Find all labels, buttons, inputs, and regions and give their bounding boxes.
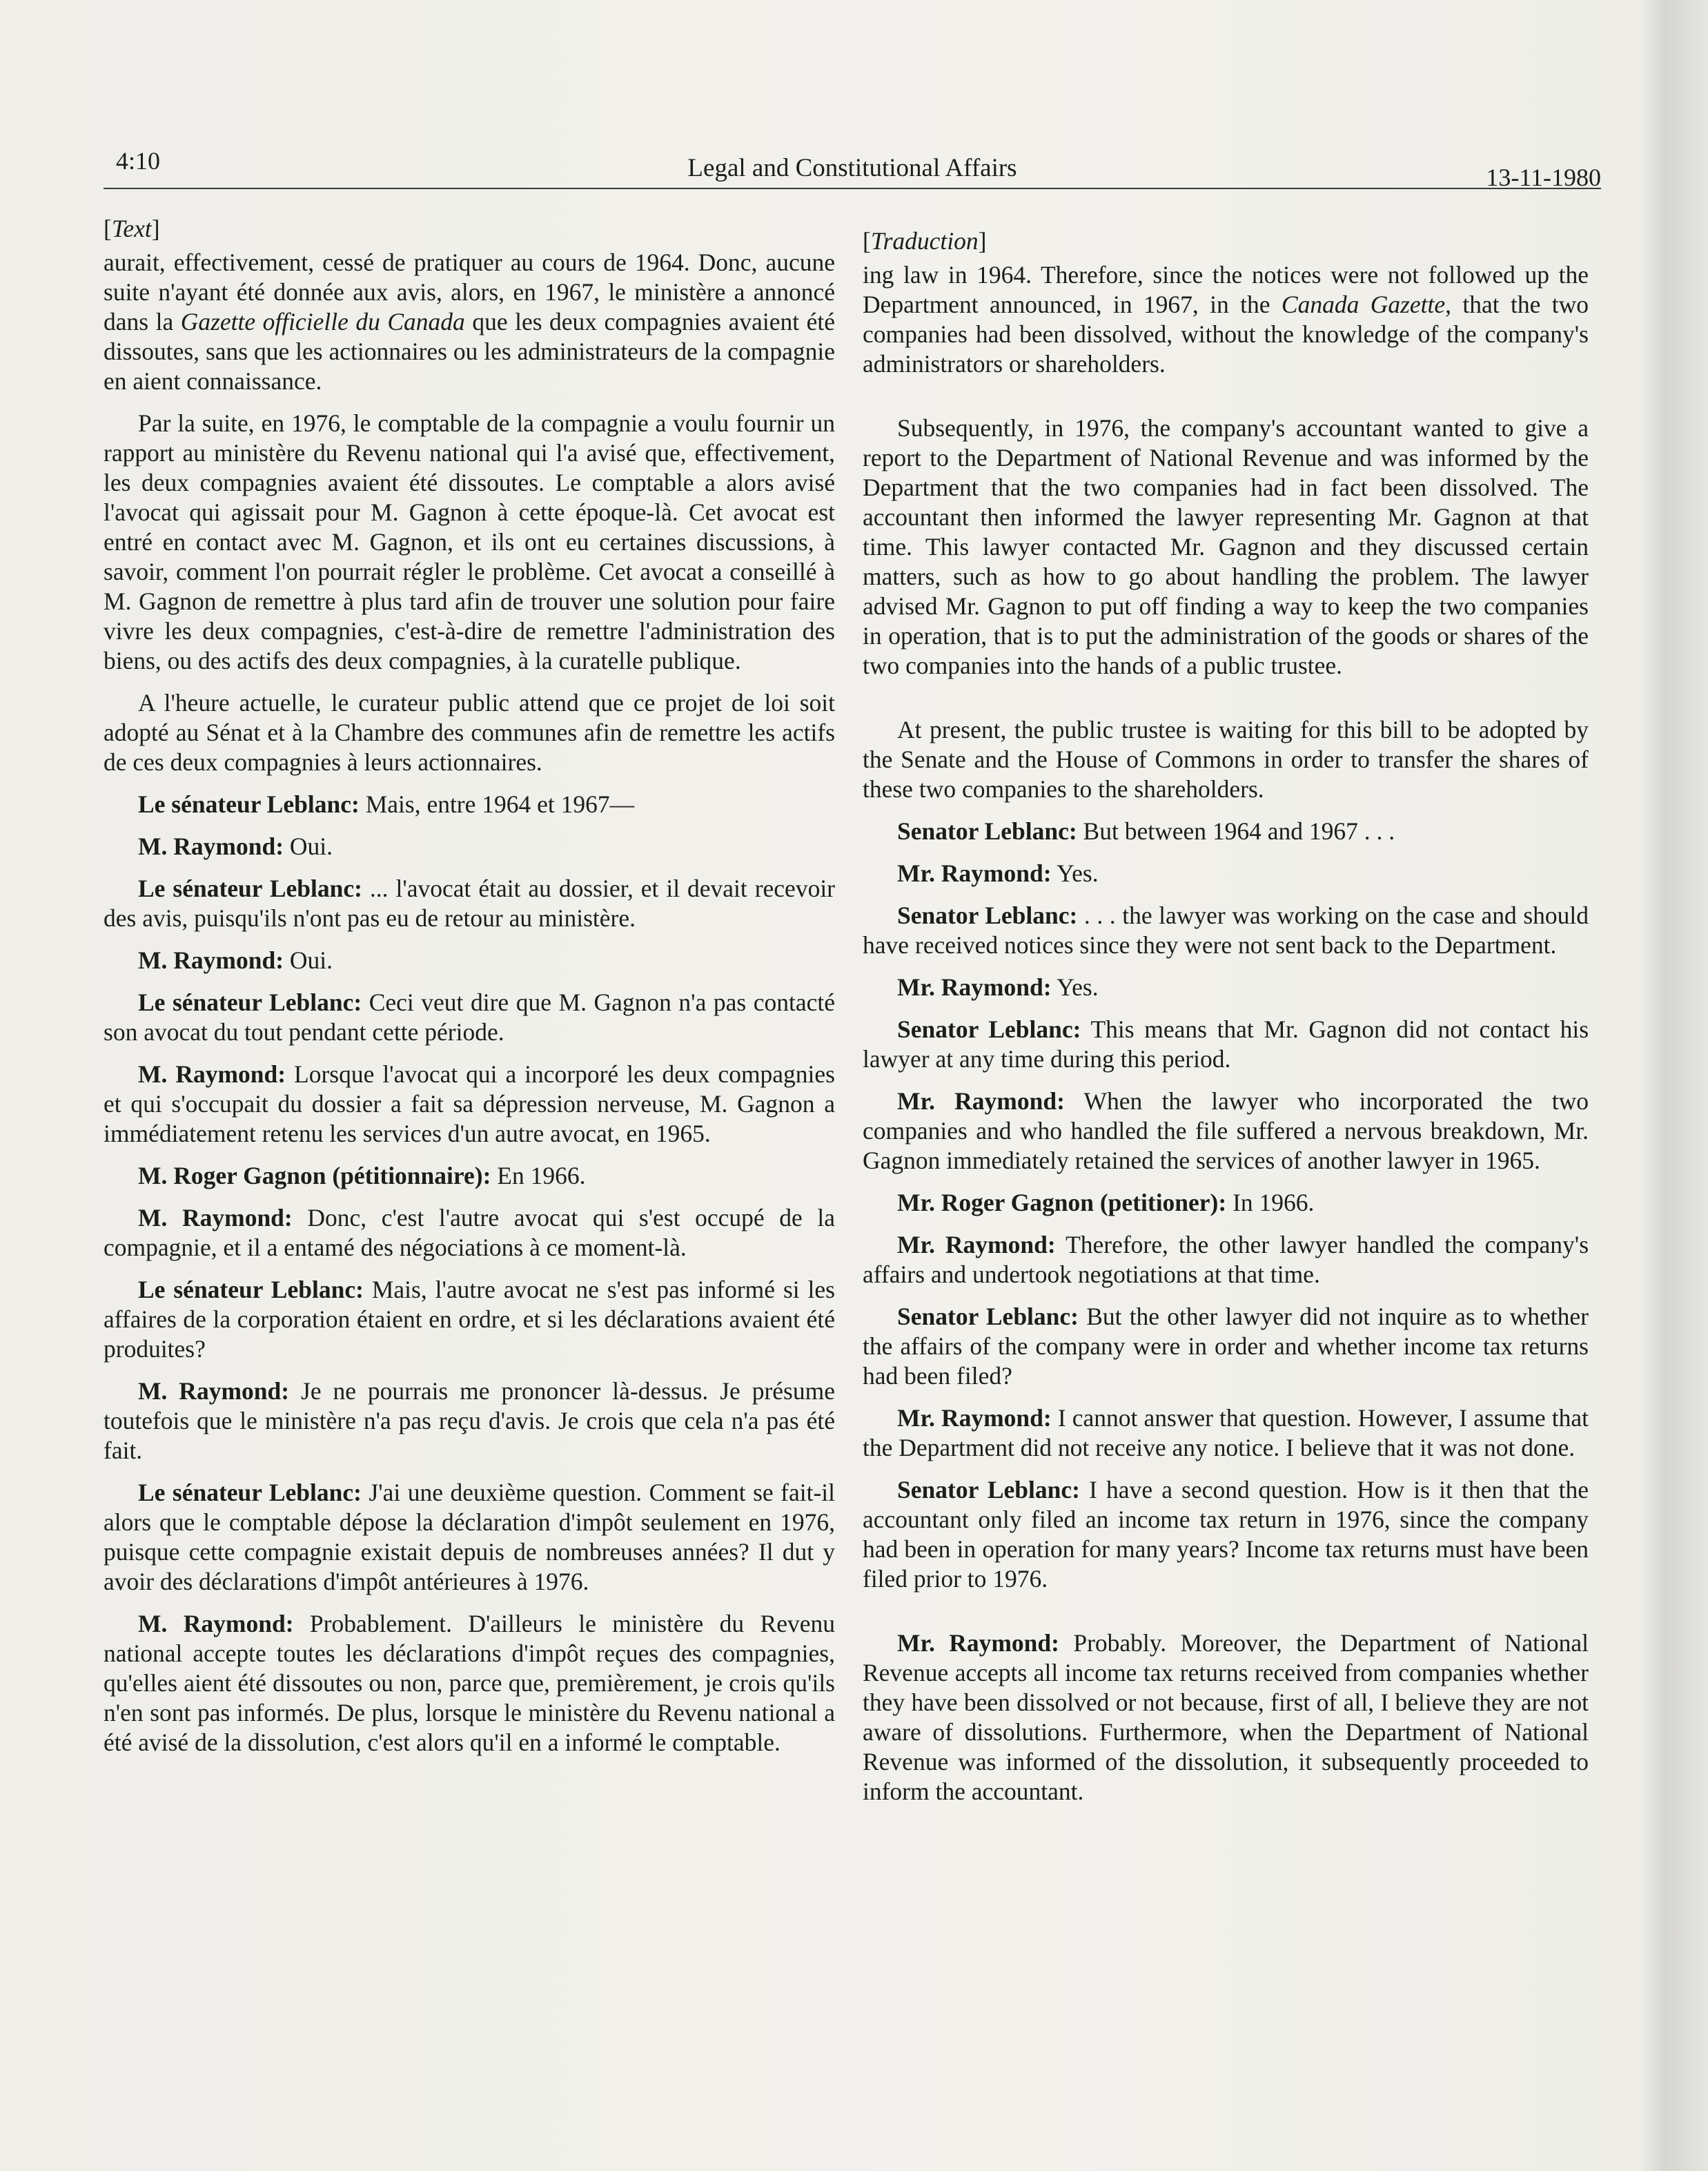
dialogue-line: Mr. Raymond: I cannot answer that question. However, I assume that the Department did not receive any notice. I believe that it was not done. xyxy=(863,1404,1589,1461)
speaker-name: Senator Leblanc: xyxy=(897,817,1077,845)
dialogue-line: Mr. Raymond: Yes. xyxy=(897,859,1099,887)
speaker-name: Le sénateur Leblanc: xyxy=(138,989,362,1016)
publication-title: Gazette officielle du Canada xyxy=(180,308,465,335)
dialogue-line: M. Raymond: Oui. xyxy=(138,833,333,860)
speaker-name: Mr. Raymond: xyxy=(897,1231,1056,1258)
column-tag: [Traduction] xyxy=(863,227,987,255)
dialogue-line: Mr. Raymond: Probably. Moreover, the Department of National Revenue accepts all income tax returns received from companies whether they have been dissolved or not because, first of all, I believe they are not aware of dissolutions. Furthermore, when the Department of National Revenue was informed of the dissolution, it subsequently proceeded to inform the accountant. xyxy=(863,1629,1589,1805)
dialogue-line: Le sénateur Leblanc: Mais, entre 1964 et 1967— xyxy=(138,790,635,818)
speaker-name: Mr. Raymond: xyxy=(897,859,1052,887)
dialogue-line: Mr. Raymond: Therefore, the other lawyer handled the company's affairs and undertook negotiations at that time. xyxy=(863,1231,1589,1288)
dialogue-line: Senator Leblanc: This means that Mr. Gagnon did not contact his lawyer at any time during this period. xyxy=(863,1015,1589,1073)
dialogue-line: M. Raymond: Donc, c'est l'autre avocat qui s'est occupé de la compagnie, et il a entamé des négociations à ce moment-là. xyxy=(104,1204,835,1261)
dialogue-line: M. Raymond: Je ne pourrais me prononcer là-dessus. Je présume toutefois que le ministère n'a pas reçu d'avis. Je crois que cela n'a pas été fait. xyxy=(104,1377,835,1464)
dialogue-line: M. Raymond: Lorsque l'avocat qui a incorporé les deux compagnies et qui s'occupait du dossier a fait sa dépression nerveuse, M. Gagnon a immédiatement retenu les services d'un autre avocat, en 1965. xyxy=(104,1060,835,1147)
dialogue-line: Le sénateur Leblanc: Mais, l'autre avocat ne s'est pas informé si les affaires de la corporation étaient en ordre, et si les déclarations avaient été produites? xyxy=(104,1276,835,1363)
speaker-name: M. Raymond: xyxy=(138,833,284,860)
speaker-name: Mr. Raymond: xyxy=(897,1404,1052,1432)
page-header xyxy=(104,146,1601,189)
speaker-name: Senator Leblanc: xyxy=(897,1303,1079,1330)
paragraph: Subsequently, in 1976, the company's accountant wanted to give a report to the Department of National Revenue and was informed by the Department that the two companies had in fact been dissolved. The accountant then informed the lawyer representing Mr. Gagnon at that time. This lawyer contacted Mr. Gagnon and they discussed certain matters, such as how to go about handling the problem. The lawyer advised Mr. Gagnon to put off finding a way to keep the two companies in operation, that is to put the administration of the goods or shares of the two companies into the hands of a public trustee. xyxy=(863,414,1589,679)
speaker-name: M. Roger Gagnon (pétitionnaire): xyxy=(138,1162,491,1189)
speaker-name: M. Raymond: xyxy=(138,946,284,974)
english-column xyxy=(863,226,1589,1819)
speaker-name: M. Raymond: xyxy=(138,1204,293,1231)
column-tag: [Text] xyxy=(104,215,160,242)
dialogue-line: Mr. Raymond: When the lawyer who incorporated the two companies and who handled the file suffered a nervous breakdown, Mr. Gagnon immediately retained the services of another lawyer in 1965. xyxy=(863,1087,1589,1174)
dialogue-line: Senator Leblanc: I have a second question. How is it then that the accountant only filed an income tax return in 1976, since the company had been in operation for many years? Income tax returns must have been filed prior to 1976. xyxy=(863,1476,1589,1593)
dialogue-line: Senator Leblanc: But the other lawyer did not inquire as to whether the affairs of the company were in order and whether income tax returns had been filed? xyxy=(863,1303,1589,1390)
publication-title: Canada Gazette xyxy=(1281,291,1446,318)
speaker-name: M. Raymond: xyxy=(138,1377,290,1405)
dialogue-line: Senator Leblanc: . . . the lawyer was working on the case and should have received notices since they were not sent back to the Department. xyxy=(863,902,1589,959)
dialogue-line: Mr. Roger Gagnon (petitioner): In 1966. xyxy=(897,1189,1315,1216)
paragraph: aurait, effectivement, cessé de pratiquer au cours de 1964. Donc, aucune suite n'ayant été donnée aux avis, alors, en 1967, le ministère a annoncé dans la Gazette officielle du Canada que les deux compagnies avaient été dissoutes, sans que les actionnaires ou les administrateurs de la compagnie en aient connaissance. xyxy=(104,249,835,395)
speaker-name: Senator Leblanc: xyxy=(897,1476,1080,1503)
dialogue-line: Le sénateur Leblanc: ... l'avocat était au dossier, et il devait recevoir des avis, puisqu'ils n'ont pas eu de retour au ministère. xyxy=(104,875,835,932)
speaker-name: Mr. Raymond: xyxy=(897,973,1052,1001)
page-number: 4:10 xyxy=(116,147,161,175)
speaker-name: Mr. Raymond: xyxy=(897,1087,1065,1115)
speaker-name: Le sénateur Leblanc: xyxy=(138,1479,362,1506)
sitting-date: 13-11-1980 xyxy=(1486,164,1601,191)
paragraph: A l'heure actuelle, le curateur public attend que ce projet de loi soit adopté au Sénat et à la Chambre des communes afin de remettre les actifs de ces deux compagnies à leurs actionnaires. xyxy=(104,689,835,776)
dialogue-line: M. Roger Gagnon (pétitionnaire): En 1966. xyxy=(138,1162,586,1189)
speaker-name: M. Raymond: xyxy=(138,1060,286,1088)
speaker-name: Senator Leblanc: xyxy=(897,1015,1081,1043)
paragraph: At present, the public trustee is waiting for this bill to be adopted by the Senate and the House of Commons in order to transfer the shares of these two companies to the shareholders. xyxy=(863,716,1589,803)
french-column xyxy=(104,214,835,1770)
dialogue-line: Le sénateur Leblanc: J'ai une deuxième question. Comment se fait-il alors que le comptable dépose la déclaration d'impôt seulement en 1976, puisque cette compagnie existait depuis de nombreuses années? Il dut y avoir des déclarations d'impôt antérieures à 1976. xyxy=(104,1479,835,1595)
dialogue-line: Senator Leblanc: But between 1964 and 1967 . . . xyxy=(897,817,1395,845)
speaker-name: Le sénateur Leblanc: xyxy=(138,790,360,818)
dialogue-line: Mr. Raymond: Yes. xyxy=(897,973,1099,1001)
speaker-name: Mr. Raymond: xyxy=(897,1629,1059,1657)
dialogue-line: M. Raymond: Probablement. D'ailleurs le ministère du Revenu national accepte toutes les déclarations d'impôt reçues des compagnies, qu'elles aient été dissoutes ou non, parce que, premièrement, je crois qu'ils n'en sont pas informés. De plus, lorsque le ministère du Revenu national a été avisé de la dissolution, c'est alors qu'il en a informé le comptable. xyxy=(104,1610,835,1756)
page-title: Legal and Constitutional Affairs xyxy=(687,154,1017,182)
speaker-name: M. Raymond: xyxy=(138,1610,294,1637)
dialogue-line: M. Raymond: Oui. xyxy=(138,946,333,974)
speaker-name: Le sénateur Leblanc: xyxy=(138,1276,364,1303)
speaker-name: Le sénateur Leblanc: xyxy=(138,875,362,902)
dialogue-line: Le sénateur Leblanc: Ceci veut dire que M. Gagnon n'a pas contacté son avocat du tout pendant cette période. xyxy=(104,989,835,1046)
speaker-name: Mr. Roger Gagnon (petitioner): xyxy=(897,1189,1227,1216)
paragraph: Par la suite, en 1976, le comptable de la compagnie a voulu fournir un rapport au ministère du Revenu national qui l'a avisé que, effectivement, les deux compagnies avaient été dissoutes. Le comptable a alors avisé l'avocat qui agissait pour M. Gagnon à cette époque-là. Cet avocat est entré en contact avec M. Gagnon, et ils ont eu certaines discussions, à savoir, comment l'on pourrait régler le problème. Cet avocat a conseillé à M. Gagnon de remettre à plus tard afin de trouver une solution pour faire vivre les deux compagnies, c'est-à-dire de remettre l'administration des biens, ou des actifs des deux compagnies, à la curatelle publique. xyxy=(104,409,835,674)
speaker-name: Senator Leblanc: xyxy=(897,902,1078,929)
paragraph: ing law in 1964. Therefore, since the notices were not followed up the Department announced, in 1967, in the Canada Gazette, that the two companies had been dissolved, without the knowledge of the company's administrators or shareholders. xyxy=(863,261,1589,378)
